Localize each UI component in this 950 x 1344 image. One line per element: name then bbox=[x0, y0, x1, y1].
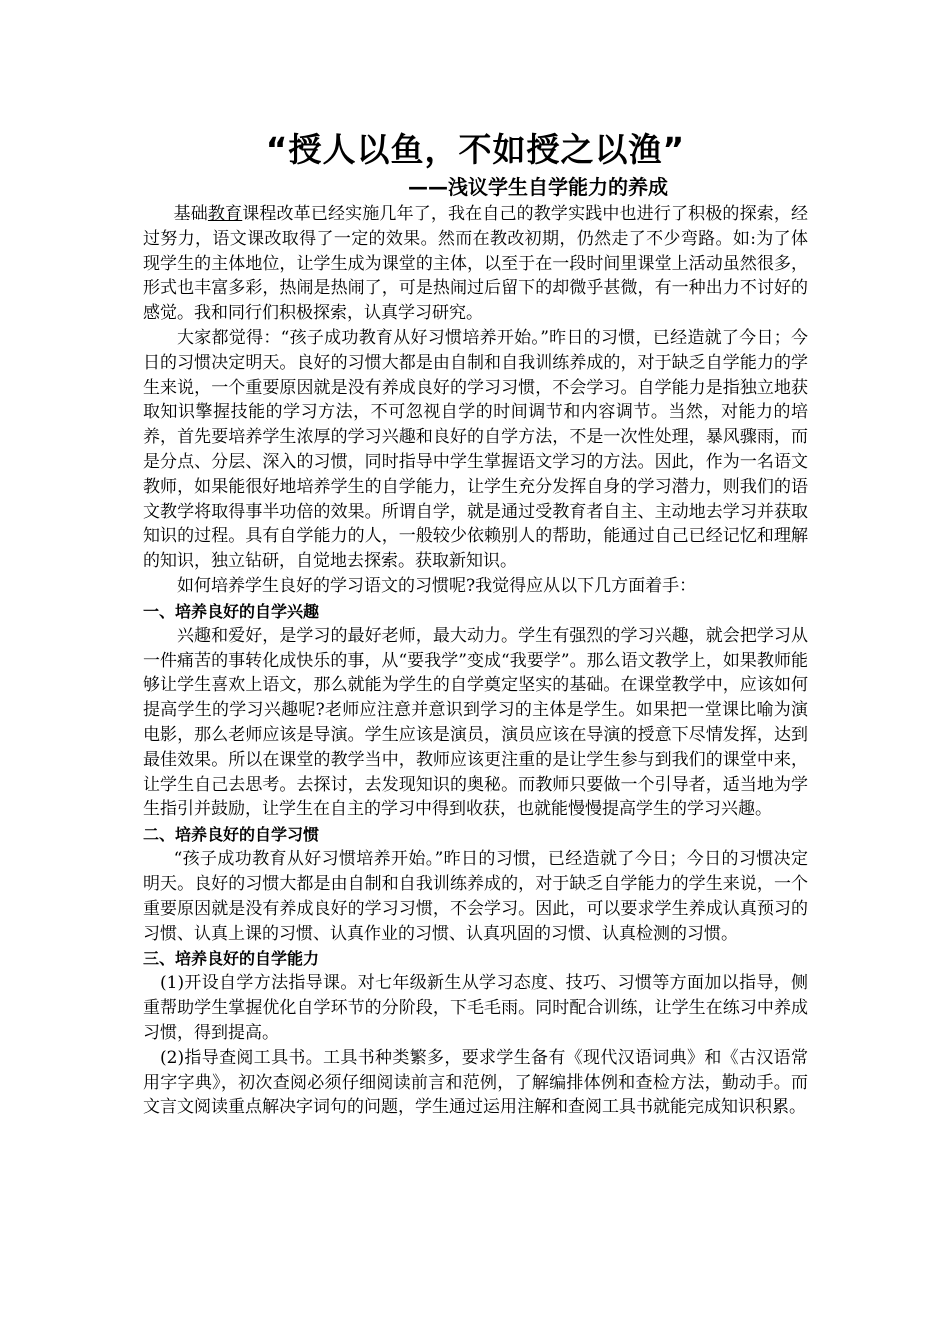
section-text-interest: 兴趣和爱好，是学习的最好老师，最大动力。学生有强烈的学习兴趣，就会把学习从一件痛苦的事转化成快乐的事，从“要我学”变成“我要学”。那么语文教学上，如果教师能够让学生喜欢上语文，那么就能为学生的自学奠定坚实的基础。在课堂教学中，应该如何提高学生的学习兴趣呢?老师应注意并意识到学习的主体是学生。如果把一堂课比喻为演电影，那么老师应该是导演。学生应该是演员，演员应该在导演的授意下尽情发挥，达到最佳效果。所以在课堂的教学当中，教师应该更注重的是让学生参与到我们的课堂中来，让学生自己去思考。去探讨，去发现知识的奥秘。而教师只要做一个引导者，适当地为学生指引并鼓励，让学生在自主的学习中得到收获，也就能慢慢提高学生的学习兴趣。 bbox=[143, 625, 808, 820]
paragraph-how-to: 如何培养学生良好的学习语文的习惯呢?我觉得应从以下几方面着手： bbox=[177, 575, 697, 596]
intro-paragraph bbox=[143, 202, 808, 326]
document-page bbox=[143, 128, 808, 1120]
section-heading-habit: 二、培养良好的自学习惯 bbox=[143, 825, 320, 845]
intro-rest: 课程改革已经实施几年了，我在自己的教学实践中也进行了积极的探索，经过努力，语文课改取得了一定的效果。然而在教改初期，仍然走了不少弯路。如:为了体现学生的主体地位，让学生成为课堂的主体，以至于在一段时间里课堂上活动虽然很多，形式也丰富多彩，热闹是热闹了，可是热闹过后留下的却微乎甚微，有一种出力不讨好的感觉。我和同行们积极探索，认真学习研究。 bbox=[143, 204, 809, 324]
section-heading-ability: 三、培养良好的自学能力 bbox=[143, 949, 320, 969]
section-heading-interest: 一、培养良好的自学兴趣 bbox=[143, 601, 320, 621]
intro-prefix: 基础 bbox=[173, 204, 208, 224]
section-text-habit: “孩子成功教育从好习惯培养开始。”昨日的习惯，已经造就了今日；今日的习惯决定明天。良好的习惯大都是由自制和自我训练养成的，对于缺乏自学能力的学生来说，一个重要原因就是没有养成良好的学习习惯，不会学习。因此，可以要求学生养成认真预习的习惯、认真上课的习惯、认真作业的习惯、认真巩固的习惯、认真检测的习惯。 bbox=[143, 849, 808, 944]
document-subtitle: ——浅议学生自学能力的养成 bbox=[408, 175, 668, 199]
section-item-2: (2)指导查阅工具书。工具书种类繁多，要求学生备有《现代汉语词典》和《古汉语常用字字典》，初次查阅必须仔细阅读前言和范例，了解编排体例和查检方法，勤动手。而文言文阅读重点解决字词句的问题，学生通过运用注解和查阅工具书就能完成知识积累。 bbox=[143, 1047, 808, 1118]
education-link[interactable]: 教育 bbox=[207, 204, 243, 224]
paragraph-habits: 大家都觉得：“孩子成功教育从好习惯培养开始。”昨日的习惯，已经造就了今日；今日的习惯决定明天。良好的习惯大都是由自制和自我训练养成的，对于缺乏自学能力的学生来说，一个重要原因就是没有养成良好的学习习惯，不会学习。自学能力是指独立地获取知识擎握技能的学习方法，不可忽视自学的时间调节和内容调节。当然，对能力的培养，首先要培养学生浓厚的学习兴趣和良好的自学方法，不是一次性处理，暴风骤雨，而是分点、分层、深入的习惯，同时指导中学生掌握语文学习的方法。因此，作为一名语文教师，如果能很好地培养学生的自学能力，让学生充分发挥自身的学习潜力，则我们的语文教学将取得事半功倍的效果。所谓自学，就是通过受教育者自主、主动地去学习并获取知识的过程。具有自学能力的人，一般较少依赖别人的帮助，能通过自己已经记忆和理解的知识，独立钻研，自觉地去探索。获取新知识。 bbox=[143, 327, 808, 572]
document-title: “授人以鱼，不如授之以渔” bbox=[265, 130, 686, 169]
section-item-1: (1)开设自学方法指导课。对七年级新生从学习态度、技巧、习惯等方面加以指导，侧重帮助学生掌握优化自学环节的分阶段，下毛毛雨。同时配合训练，让学生在练习中养成习惯，得到提高。 bbox=[143, 973, 808, 1043]
